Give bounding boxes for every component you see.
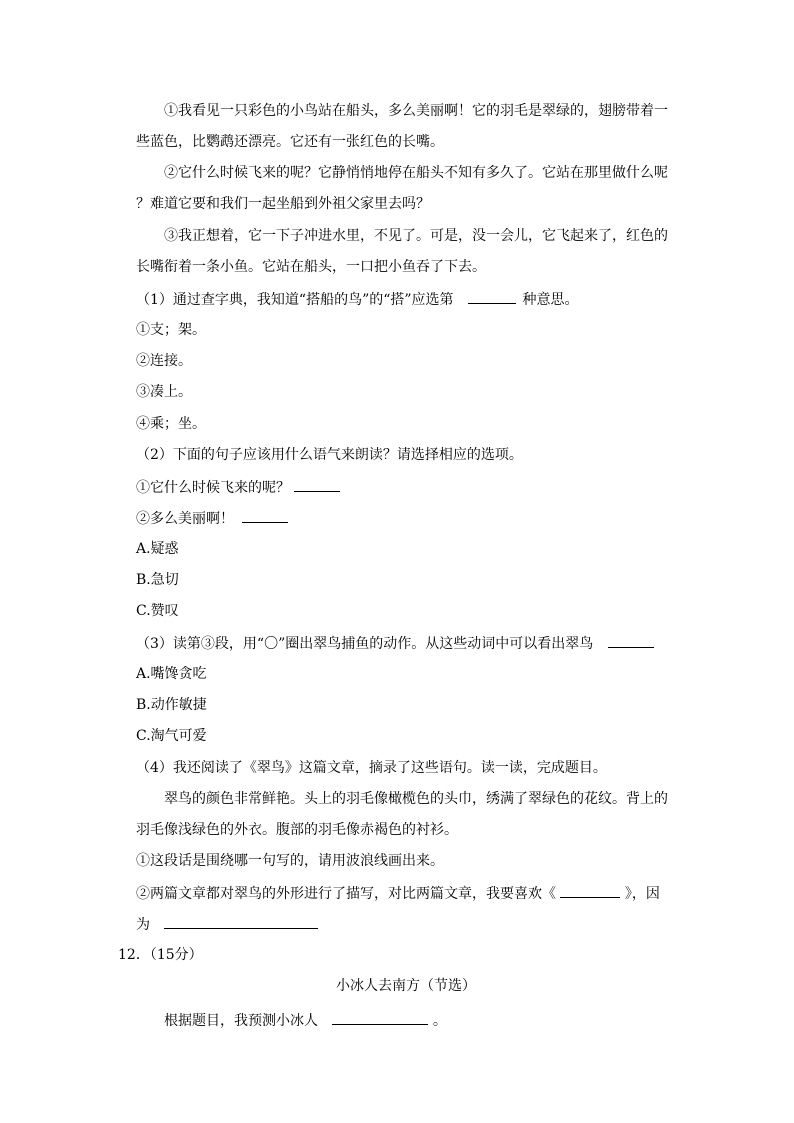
question-2-option-b: B.急切 (136, 572, 179, 588)
question-2-option-c: C.赞叹 (136, 603, 179, 619)
question-2-item-2-text: ②多么美丽啊！ (136, 511, 234, 527)
question-4-sub-2-continuation-text: 为 (136, 917, 150, 933)
question-4-title-blank[interactable] (560, 883, 620, 898)
question-1-option-1: ①支；架。 (136, 322, 206, 338)
question-1-stem-suffix: 种意思。 (522, 292, 579, 308)
question-3-option-b: B.动作敏捷 (136, 697, 207, 713)
question-12-prompt-text: 根据题目，我预测小冰人 (164, 1013, 318, 1029)
question-4-sub-2-continuation (136, 914, 318, 934)
question-12-answer-blank[interactable] (332, 1010, 428, 1025)
question-12-prompt-suffix: 。 (432, 1013, 447, 1029)
question-3-stem-text: （3）读第③段，用“〇”圈出翠鸟捕鱼的动作。从这些动词中可以看出翠鸟 (136, 636, 594, 652)
question-4-sub-2-suffix: 》，因 (624, 886, 660, 902)
question-2-item-1-blank[interactable] (294, 477, 340, 492)
question-2-option-a: A.疑惑 (136, 541, 179, 557)
passage-paragraph-2-line-1: ②它什么时候飞来的呢？它静悄悄地停在船头不知有多久了。它站在那里做什么呢 (164, 165, 668, 181)
question-1-option-4: ④乘；坐。 (136, 416, 206, 432)
passage-paragraph-2-line-2: ？难道它要和我们一起坐船到外祖父家里去吗？ (136, 196, 430, 212)
question-4-sub-2 (136, 883, 660, 903)
question-1-option-2: ②连接。 (136, 353, 192, 369)
question-12-prompt (164, 1010, 447, 1030)
question-4-excerpt-line-1: 翠鸟的颜色非常鲜艳。头上的羽毛像橄榄色的头巾，绣满了翠绿色的花纹。背上的 (164, 791, 668, 807)
question-3-option-c: C.淘气可爱 (136, 728, 207, 744)
question-4-stem: （4）我还阅读了《翠鸟》这篇文章，摘录了这些语句。读一读，完成题目。 (136, 760, 607, 776)
question-2-stem: （2）下面的句子应该用什么语气来朗读？请选择相应的选项。 (136, 447, 523, 463)
question-12-number: 12．（15分） (118, 947, 203, 963)
question-3-option-a: A.嘴馋贪吃 (136, 666, 207, 682)
question-4-reason-blank[interactable] (164, 914, 318, 929)
question-4-sub-1: ①这段话是围绕哪一句写的，请用波浪线画出来。 (136, 853, 444, 869)
passage-paragraph-1-line-2: 些蓝色，比鹦鹉还漂亮。它还有一张红色的长嘴。 (136, 134, 444, 150)
question-2-item-1-text: ①它什么时候飞来的呢？ (136, 480, 290, 496)
passage-paragraph-3-line-1: ③我正想着，它一下子冲进水里，不见了。可是，没一会儿，它飞起来了，红色的 (164, 228, 668, 244)
question-4-sub-2-text: ②两篇文章都对翠鸟的外形进行了描写，对比两篇文章，我要喜欢《 (136, 886, 556, 902)
question-12-title: 小冰人去南方（节选） (336, 978, 476, 994)
question-2-item-1 (136, 477, 340, 497)
question-3-stem (136, 633, 654, 653)
question-1-answer-blank[interactable] (468, 289, 516, 304)
question-1-option-3: ③凑上。 (136, 384, 192, 400)
question-1-stem-text: （1）通过查字典，我知道“搭船的鸟”的“搭”应选第 (136, 292, 454, 308)
passage-paragraph-1-line-1: ①我看见一只彩色的小鸟站在船头，多么美丽啊！它的羽毛是翠绿的，翅膀带着一 (164, 103, 668, 119)
question-2-item-2 (136, 508, 288, 528)
question-3-answer-blank[interactable] (608, 633, 654, 648)
question-2-item-2-blank[interactable] (242, 508, 288, 523)
passage-paragraph-3-line-2: 长嘴衔着一条小鱼。它站在船头，一口把小鱼吞了下去。 (136, 259, 486, 275)
question-1-stem (136, 289, 578, 309)
question-4-excerpt-line-2: 羽毛像浅绿色的外衣。腹部的羽毛像赤褐色的衬衫。 (136, 822, 458, 838)
